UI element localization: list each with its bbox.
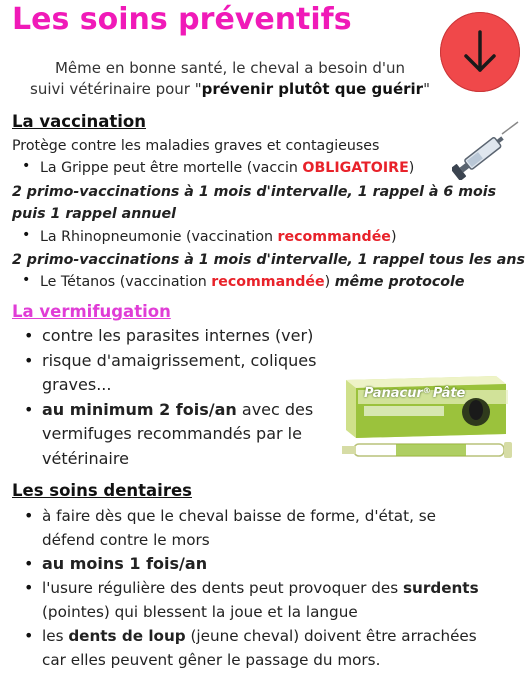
bullet-dot: •	[24, 326, 34, 345]
intro-line-1: Même en bonne santé, le cheval a besoin d'un	[54, 59, 406, 77]
dent-item-3-line2: (pointes) qui blessent la joue et la langue	[42, 603, 358, 621]
vermi-item-3-rest: avec des	[236, 400, 314, 419]
intro-suffix: "	[423, 80, 430, 98]
vermi-item-1: contre les parasites internes (ver)	[42, 326, 314, 345]
vaccine-tetanos	[40, 272, 465, 292]
intro-line-2	[20, 79, 440, 100]
tetanos-recommended: recommandée	[211, 274, 325, 290]
vermi-item-2-line2: graves...	[42, 375, 112, 394]
product-brand: Panacur	[364, 386, 423, 401]
download-button[interactable]	[440, 12, 520, 92]
tetanos-suffix: )	[324, 274, 335, 290]
vermifugation-heading: La vermifugation	[12, 302, 171, 321]
vermi-item-3-line2: vermifuges recommandés par le	[42, 424, 302, 443]
bullet-dot: •	[24, 351, 34, 370]
bullet-dot: •	[24, 506, 34, 525]
dent-loup: dents de loup	[68, 627, 186, 645]
tetanos-protocol: même protocole	[334, 274, 465, 290]
bullet-dot: •	[24, 578, 34, 597]
bullet-dot: •	[24, 554, 34, 573]
bullet-dot: •	[22, 158, 31, 174]
vermi-item-3-line3: vétérinaire	[42, 449, 129, 468]
bullet-dot: •	[24, 626, 34, 645]
vaccination-subtitle: Protège contre les maladies graves et contagieuses	[12, 138, 380, 154]
vermi-frequency: au minimum 2 fois/an	[42, 400, 237, 419]
dent-surdents: surdents	[402, 579, 479, 597]
product-reg: ®	[422, 386, 431, 395]
grippe-protocol-line2: puis 1 rappel annuel	[12, 206, 176, 222]
intro-prefix: suivi vétérinaire pour "	[30, 80, 202, 98]
bullet-dot: •	[22, 272, 31, 288]
grippe-suffix: )	[408, 160, 415, 176]
vaccine-grippe	[40, 158, 414, 178]
intro-text	[20, 58, 440, 100]
dent-item-4-suffix: (jeune cheval) doivent être arrachées	[185, 627, 477, 645]
rhino-suffix: )	[390, 229, 397, 245]
dent-item-3-text: l'usure régulière des dents peut provoquer des	[42, 579, 403, 597]
vermi-item-3-line1	[42, 399, 313, 421]
rhino-recommended: recommandée	[277, 229, 391, 245]
dent-item-2: au moins 1 fois/an	[42, 554, 208, 573]
syringe-icon	[452, 118, 522, 180]
vaccination-heading: La vaccination	[12, 112, 147, 131]
dentaires-heading: Les soins dentaires	[12, 481, 192, 500]
rhino-protocol: 2 primo-vaccinations à 1 mois d'intervalle, 1 rappel tous les ans	[12, 252, 525, 268]
dent-item-4-line2: car elles peuvent gêner le passage du mors.	[42, 651, 381, 669]
tetanos-text: Le Tétanos (vaccination	[40, 274, 212, 290]
page-title: Les soins préventifs	[12, 2, 352, 37]
vermi-item-2-line1: risque d'amaigrissement, coliques	[42, 351, 317, 370]
grippe-mandatory: OBLIGATOIRE	[302, 160, 409, 176]
vaccine-rhino	[40, 227, 396, 247]
dent-item-1-line2: défend contre le mors	[42, 531, 210, 549]
dent-item-4-prefix: les	[42, 627, 69, 645]
arrow-down-icon	[440, 12, 520, 92]
rhino-text: La Rhinopneumonie (vaccination	[40, 229, 278, 245]
grippe-text: La Grippe peut être mortelle (vaccin	[40, 160, 303, 176]
bullet-dot: •	[22, 227, 31, 243]
dent-item-4-line1	[42, 625, 477, 647]
product-subbrand: Pâte	[432, 386, 466, 401]
grippe-protocol-line1: 2 primo-vaccinations à 1 mois d'intervalle, 1 rappel à 6 mois	[12, 184, 497, 200]
product-label	[364, 386, 465, 401]
dent-item-3-line1	[42, 577, 479, 599]
intro-bold: prévenir plutôt que guérir	[201, 80, 424, 98]
product-image	[336, 372, 518, 476]
dent-item-1-line1: à faire dès que le cheval baisse de forme, d'état, se	[42, 507, 436, 525]
bullet-dot: •	[24, 400, 34, 419]
